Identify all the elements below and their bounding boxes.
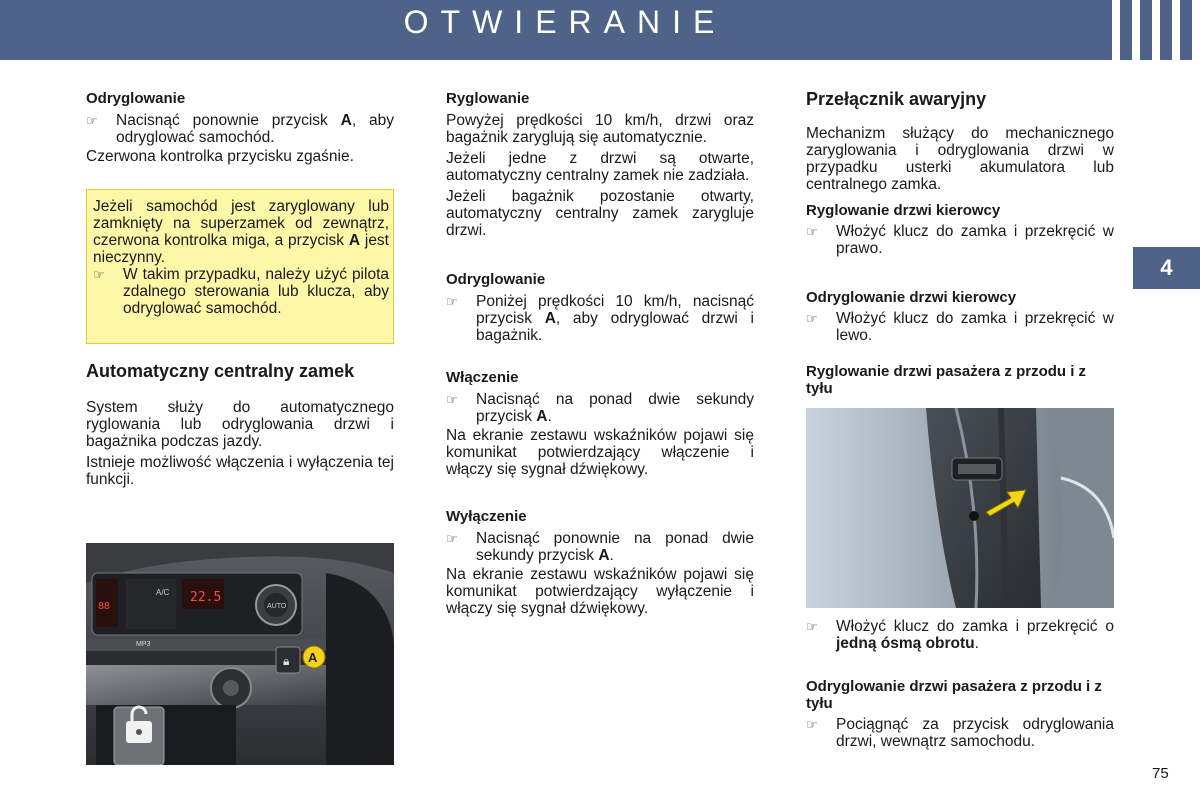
door-photo [806, 408, 1114, 608]
column-2 [446, 90, 754, 617]
pointing-hand-icon: ☞ [806, 311, 818, 326]
warning-text: Jeżeli samochód jest zaryglowany lub zamknięty na superzamek od zewnątrz, czerwona kontrolka miga, a przycisk A jest nieczynny. [93, 198, 389, 266]
svg-text:88: 88 [98, 601, 111, 612]
auto-lock-p1: System służy do automatycznego ryglowania lub odryglowania drzwi i bagażnika podczas jazdy. [86, 399, 394, 450]
enable-p: Na ekranie zestawu wskaźników pojawi się komunikat potwierdzający włączenie i włączy się sygnał dźwiękowy. [446, 427, 754, 478]
passenger-lock-heading: Ryglowanie drzwi pasażera z przodu i z tyłu [806, 363, 1087, 397]
disable-p: Na ekranie zestawu wskaźników pojawi się komunikat potwierdzający wyłączenie i włączy się sygnał dźwiękowy. [446, 566, 754, 617]
lock-p3: Jeżeli bagażnik pozostanie otwarty, automatyczny centralny zamek zarygluje drzwi. [446, 188, 754, 239]
page-header [0, 0, 1200, 60]
mp3-label: MP3 [136, 641, 151, 648]
driver-lock-bullet: ☞ Włożyć klucz do zamka i przekręcić w prawo. [806, 223, 1114, 257]
enable-bullet: ☞ Nacisnąć na ponad dwie sekundy przycisk A. [446, 391, 754, 425]
unlock-heading: Odryglowanie [86, 90, 186, 107]
enable-heading: Włączenie [446, 369, 519, 386]
column-3-lower [806, 618, 1114, 750]
auto-lock-p2: Istnieje możliwość włączenia i wyłączenia tej funkcji. [86, 454, 394, 488]
passenger-unlock-bullet: ☞ Pociągnąć za przycisk odryglowania drzwi, wewnątrz samochodu. [806, 716, 1114, 750]
pointing-hand-icon: ☞ [806, 717, 818, 732]
pointing-hand-icon: ☞ [86, 113, 98, 128]
pointing-hand-icon: ☞ [93, 267, 105, 282]
pointing-hand-icon: ☞ [806, 619, 818, 634]
svg-text:🔒︎: 🔒︎ [283, 654, 290, 668]
unlock-heading-2: Odryglowanie [446, 271, 546, 288]
auto-lock-heading: Automatyczny centralny zamek [86, 361, 355, 381]
warning-box [86, 189, 394, 344]
driver-unlock-bullet: ☞ Włożyć klucz do zamka i przekręcić w lewo. [806, 310, 1114, 344]
dashboard-photo [86, 543, 394, 765]
emergency-heading: Przełącznik awaryjny [806, 89, 987, 109]
header-stripes [1100, 0, 1200, 60]
temp-display: 22.5 [190, 590, 222, 605]
driver-unlock-heading: Odryglowanie drzwi kierowcy [806, 289, 1017, 306]
unlock-note: Czerwona kontrolka przycisku zgaśnie. [86, 148, 354, 165]
ac-label: A/C [156, 588, 170, 597]
pointing-hand-icon: ☞ [446, 531, 458, 546]
disable-bullet: ☞ Nacisnąć ponownie na ponad dwie sekundy przycisk A. [446, 530, 754, 564]
warning-bullet: ☞ W takim przypadku, należy użyć pilota zdalnego sterowania lub klucza, aby odryglować samochód. [93, 266, 389, 317]
chapter-tab[interactable]: 4 [1133, 247, 1200, 289]
pointing-hand-icon: ☞ [446, 392, 458, 407]
unlock-bullet: ☞ Nacisnąć ponownie przycisk A, aby odryglować samochód. [86, 112, 394, 146]
callout-a: A [308, 650, 318, 665]
unlock-bullet-2: ☞ Poniżej prędkości 10 km/h, nacisnąć przycisk A, aby odryglować drzwi i bagażnik. [446, 293, 754, 344]
column-3 [806, 90, 1114, 397]
lock-heading: Ryglowanie [446, 90, 530, 107]
column-1 [86, 90, 394, 488]
pointing-hand-icon: ☞ [446, 294, 458, 309]
disable-heading: Wyłączenie [446, 508, 527, 525]
lock-p2: Jeżeli jedne z drzwi są otwarte, automatyczny centralny zamek nie zadziała. [446, 150, 754, 184]
page-title: OTWIERANIE [403, 4, 727, 40]
lock-p1: Powyżej prędkości 10 km/h, drzwi oraz bagażnik zaryglują się automatycznie. [446, 112, 754, 146]
pointing-hand-icon: ☞ [806, 224, 818, 239]
driver-lock-heading: Ryglowanie drzwi kierowcy [806, 202, 1001, 219]
passenger-lock-bullet: ☞ Włożyć klucz do zamka i przekręcić o jedną ósmą obrotu. [806, 618, 1114, 652]
emergency-intro: Mechanizm służący do mechanicznego zaryglowania i odryglowania drzwi w przypadku usterki akumulatora lub centralnego zamka. [806, 125, 1114, 193]
auto-label: AUTO [267, 603, 287, 610]
passenger-unlock-heading: Odryglowanie drzwi pasażera z przodu i z tyłu [806, 678, 1102, 712]
page-number: 75 [1152, 765, 1169, 782]
